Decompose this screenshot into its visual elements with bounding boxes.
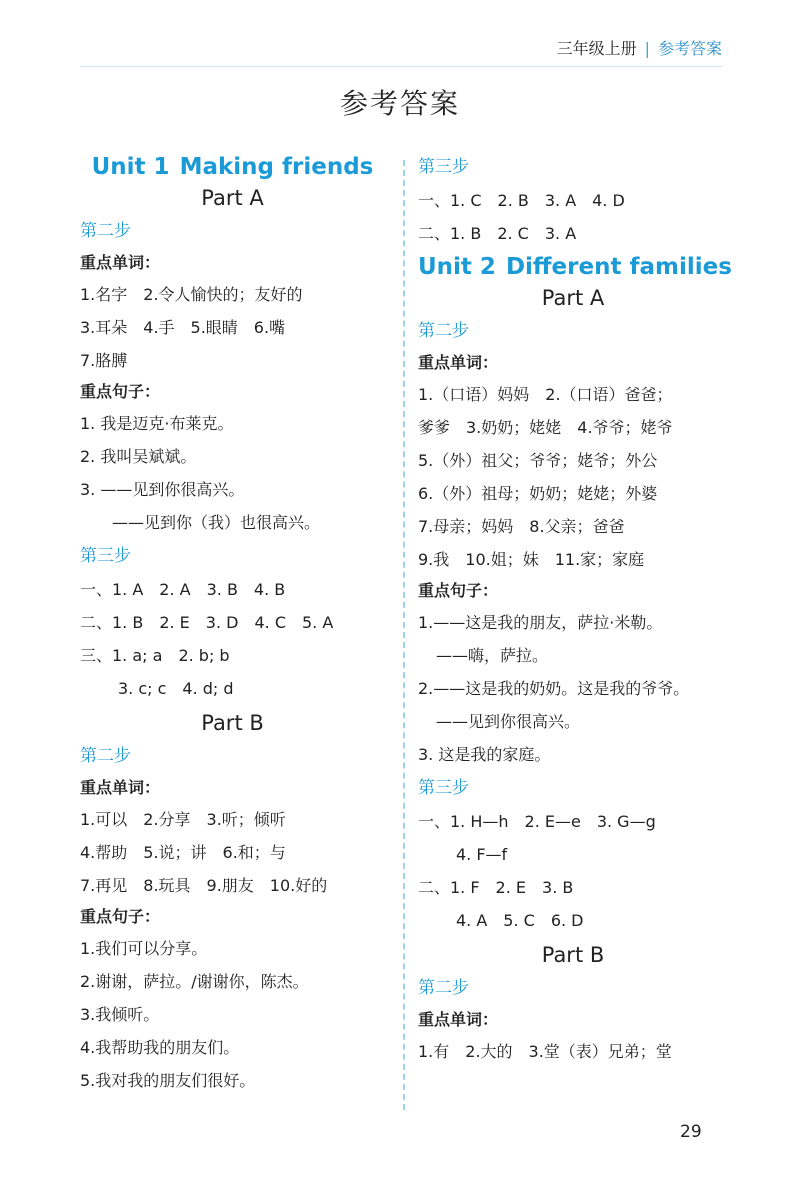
left-column bbox=[80, 150, 385, 1097]
page-number: 29 bbox=[680, 1122, 702, 1142]
answer-line: 三、1. a; a 2. b; b bbox=[80, 646, 230, 665]
unit2-partB-words-label: 重点单词： bbox=[418, 1010, 499, 1029]
unit1-name: Making friends bbox=[179, 154, 374, 180]
unit2-partB-step2-label: 第二步 bbox=[418, 978, 469, 998]
unit2-title bbox=[418, 254, 732, 280]
header-grade: 三年级上册 bbox=[556, 39, 637, 58]
answer-line: 2.谢谢，萨拉。/谢谢你，陈杰。 bbox=[80, 972, 309, 991]
unit1-partB-step3-label: 第三步 bbox=[418, 157, 469, 177]
unit2-name: Different families bbox=[505, 254, 732, 280]
answer-line: ——见到你很高兴。 bbox=[436, 712, 581, 731]
answer-line: 3.我倾听。 bbox=[80, 1005, 160, 1024]
answer-line: 5.我对我的朋友们很好。 bbox=[80, 1071, 256, 1090]
answer-line: 4.帮助 5.说；讲 6.和；与 bbox=[80, 843, 286, 862]
answer-line: 二、1. B 2. C 3. A bbox=[418, 224, 577, 243]
unit1-partB-step2-label: 第二步 bbox=[80, 746, 131, 766]
answer-line: 1.有 2.大的 3.堂（表）兄弟；堂 bbox=[418, 1042, 672, 1061]
answer-line: ——嗨，萨拉。 bbox=[436, 646, 549, 665]
answer-line: 2.——这是我的奶奶。这是我的爷爷。 bbox=[418, 679, 690, 698]
answer-line: 5.（外）祖父；爷爷；姥爷；外公 bbox=[418, 451, 658, 470]
answer-line: 4. A 5. C 6. D bbox=[456, 911, 584, 930]
running-header bbox=[557, 36, 722, 59]
answer-line: 二、1. F 2. E 3. B bbox=[418, 878, 574, 897]
header-rule bbox=[80, 66, 722, 67]
unit1-partB-sentences-label: 重点句子： bbox=[80, 907, 161, 926]
header-separator: | bbox=[644, 39, 650, 58]
unit1-label: Unit 1 bbox=[91, 154, 170, 180]
answer-line: 7.母亲；妈妈 8.父亲；爸爸 bbox=[418, 517, 625, 536]
answer-line: 7.再见 8.玩具 9.朋友 10.好的 bbox=[80, 876, 328, 895]
answer-line: 3. ——见到你很高兴。 bbox=[80, 480, 245, 499]
unit1-partB-words-label: 重点单词： bbox=[80, 778, 161, 797]
answer-line: 2. 我叫吴斌斌。 bbox=[80, 447, 197, 466]
header-section: 参考答案 bbox=[657, 39, 722, 58]
answer-line: 二、1. B 2. E 3. D 4. C 5. A bbox=[80, 613, 334, 632]
answer-line: 爹爹 3.奶奶；姥姥 4.爷爷；姥爷 bbox=[418, 418, 673, 437]
unit1-partA-title: Part A bbox=[201, 186, 264, 210]
answer-line: 3. c; c 4. d; d bbox=[118, 679, 234, 698]
answer-line: 1.名字 2.令人愉快的；友好的 bbox=[80, 285, 303, 304]
right-column bbox=[418, 150, 732, 1068]
answer-line: 1. 我是迈克·布莱克。 bbox=[80, 414, 234, 433]
unit1-title bbox=[80, 154, 385, 180]
answer-line: 1.我们可以分享。 bbox=[80, 939, 208, 958]
answer-line: 3. 这是我的家庭。 bbox=[418, 745, 551, 764]
column-divider bbox=[403, 160, 405, 1110]
answer-line: 9.我 10.姐；妹 11.家；家庭 bbox=[418, 550, 645, 569]
unit1-partA-sentences-label: 重点句子： bbox=[80, 382, 161, 401]
unit2-partA-words-label: 重点单词： bbox=[418, 353, 499, 372]
unit1-partA-words-label: 重点单词： bbox=[80, 253, 161, 272]
unit2-label: Unit 2 bbox=[418, 254, 496, 280]
answer-line: 3.耳朵 4.手 5.眼睛 6.嘴 bbox=[80, 318, 286, 337]
unit2-partA-step3-label: 第三步 bbox=[418, 778, 469, 798]
answer-line: 7.胳膊 bbox=[80, 351, 128, 370]
unit1-partA-step3-label: 第三步 bbox=[80, 546, 131, 566]
answer-line: 4.我帮助我的朋友们。 bbox=[80, 1038, 240, 1057]
answer-line: 1.可以 2.分享 3.听；倾听 bbox=[80, 810, 286, 829]
unit2-partA-title: Part A bbox=[541, 286, 605, 310]
unit1-partB-title: Part B bbox=[201, 711, 264, 735]
unit2-partA-step2-label: 第二步 bbox=[418, 321, 469, 341]
answer-line: 一、1. C 2. B 3. A 4. D bbox=[418, 191, 625, 210]
answer-line: 一、1. H—h 2. E—e 3. G—g bbox=[418, 812, 656, 831]
answer-line: 6.（外）祖母；奶奶；姥姥；外婆 bbox=[418, 484, 658, 503]
unit1-partA-step2-label: 第二步 bbox=[80, 221, 131, 241]
answer-line: 1.——这是我的朋友，萨拉·米勒。 bbox=[418, 613, 663, 632]
unit2-partA-sentences-label: 重点句子： bbox=[418, 581, 499, 600]
page-title: 参考答案 bbox=[339, 87, 460, 120]
unit2-partB-title: Part B bbox=[541, 943, 605, 967]
answer-line: ——见到你（我）也很高兴。 bbox=[112, 513, 321, 532]
answer-line: 4. F—f bbox=[456, 845, 508, 864]
answer-line: 一、1. A 2. A 3. B 4. B bbox=[80, 580, 286, 599]
answer-line: 1.（口语）妈妈 2.（口语）爸爸； bbox=[418, 385, 673, 404]
